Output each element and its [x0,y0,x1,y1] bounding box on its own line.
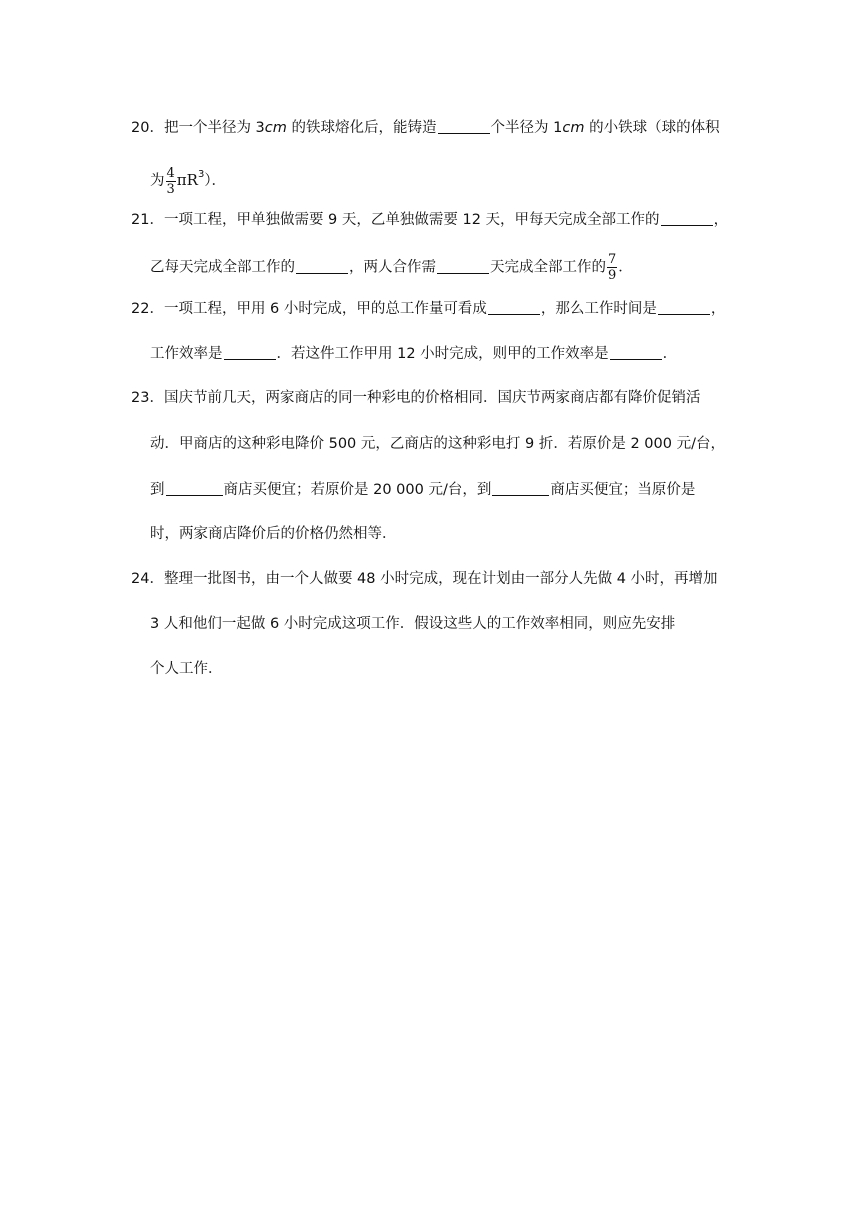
q22-answer-blank-2[interactable] [658,299,710,315]
q20-answer-blank[interactable] [438,118,490,134]
q20-text-f: ）． [204,173,227,189]
q22-answer-blank-1[interactable] [488,299,540,315]
q22-text-c: ， [710,301,726,317]
q22-text-b: ，那么工作时间是 [540,301,657,317]
q23-text-b: 商店买便宜；若原价是 20 000 元/台，到 [223,482,492,498]
question-20-line-2 [150,162,227,197]
q21-text-d: ，两人合作需 [349,259,436,276]
question-20-line-1 [131,117,720,139]
question-23-line-3 [150,479,695,501]
q21-answer-blank-1[interactable] [661,210,713,226]
q20-text-e: 为 [150,173,165,189]
q20-unit-cm-1: cm [264,120,287,136]
q20-formula-pi-r: πR [176,171,198,189]
question-21-line-1 [131,209,728,231]
q22-text-e: ．若这件工作甲用 12 小时完成，则甲的工作效率是 [276,346,609,362]
question-24-line-3: 个人工作． [150,661,223,677]
q21-text-a: 21．一项工程，甲单独做需要 9 天，乙单独做需要 12 天，甲每天完成全部工作的 [131,212,660,228]
q22-answer-blank-4[interactable] [610,344,662,360]
q21-fraction-seven-ninths: $\frac{7}{9}$ [608,252,617,283]
q22-answer-blank-3[interactable] [224,344,276,360]
q20-formula-exponent: 3 [197,169,205,180]
question-24-line-1: 24．整理一批图书，由一个人做要 48 小时完成，现在计划由一部分人先做 4 小时，再增加 [131,571,718,587]
question-22-line-2 [150,343,677,365]
q23-answer-blank-1[interactable] [166,480,223,496]
question-23-line-4: 时，两家商店降价后的价格仍然相等． [150,526,397,542]
q20-text-a: 20．把一个半径为 3 [131,120,265,136]
q22-text-f: ． [662,346,678,362]
question-23-line-1: 23．国庆节前几天，两家商店的同一种彩电的价格相同．国庆节两家商店都有降价促销活 [131,390,701,406]
q22-text-a: 22．一项工程，甲用 6 小时完成，甲的总工作量可看成 [131,301,487,317]
q22-text-d: 工作效率是 [150,346,223,362]
q23-answer-blank-2[interactable] [492,480,549,496]
q21-text-f: ． [618,259,633,276]
q21-answer-blank-2[interactable] [296,258,348,274]
q23-text-c: 商店买便宜；当原价是 [550,482,696,498]
q20-fraction-four-thirds: $\frac{4}{3}$ [166,165,175,197]
q21-text-e: 天完成全部工作的 [490,259,606,276]
q20-text-d: 的小铁球（球的体积 [584,120,720,136]
q20-unit-cm-2: cm [562,120,585,136]
q21-text-c: 乙每天完成全部工作的 [150,259,295,276]
q21-text-b: ， [713,212,729,228]
q21-answer-blank-3[interactable] [437,258,489,274]
q23-text-a: 到 [150,482,165,498]
q20-text-c: 个半径为 1 [490,120,563,136]
question-21-line-2 [150,252,633,283]
question-22-line-1 [131,298,725,320]
question-24-line-2: 3 人和他们一起做 6 小时完成这项工作．假设这些人的工作效率相同，则应先安排 [150,616,676,632]
question-23-line-2: 动．甲商店的这种彩电降价 500 元，乙商店的这种彩电打 9 折．若原价是 2 000 元/台， [150,436,725,452]
q20-text-b: 的铁球熔化后，能铸造 [286,120,437,136]
